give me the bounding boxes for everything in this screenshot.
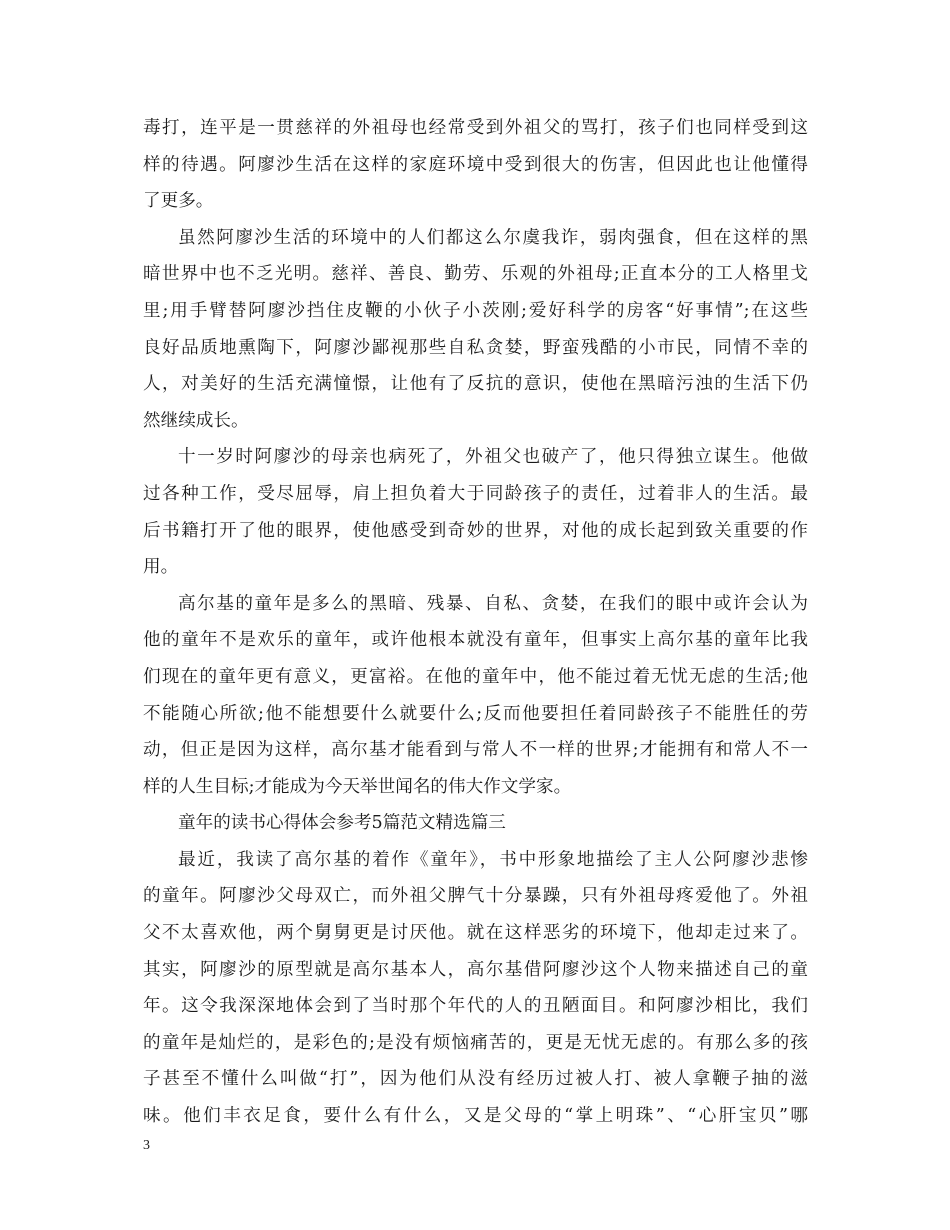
text-line: 父不太喜欢他，两个舅舅更是讨厌他。就在这样恶劣的环境下，他却走过来了。 [143, 923, 808, 944]
text-line: 不能随心所欲;他不能想要什么就要什么;反而他要担任着同龄孩子不能胜任的劳 [143, 703, 808, 724]
text-line: 用。 [143, 557, 179, 578]
text-line: 其实，阿廖沙的原型就是高尔基本人，高尔基借阿廖沙这个人物来描述自己的童 [143, 959, 808, 980]
text-line: 样的待遇。阿廖沙生活在这样的家庭环境中受到很大的伤害，但因此也让他懂得 [143, 154, 808, 175]
text-line: 年。这令我深深地体会到了当时那个年代的人的丑陋面目。和阿廖沙相比，我们 [143, 996, 808, 1017]
text-line: 暗世界中也不乏光明。慈祥、善良、勤劳、乐观的外祖母;正直本分的工人格里戈 [143, 264, 808, 285]
document-body [143, 110, 808, 1135]
text-line: 虽然阿廖沙生活的环境中的人们都这么尔虞我诈，弱肉强食，但在这样的黑 [178, 227, 808, 248]
text-line: 然继续成长。 [143, 410, 249, 431]
text-line: 的童年。阿廖沙父母双亡，而外祖父脾气十分暴躁，只有外祖母疼爱他了。外祖 [143, 886, 808, 907]
text-line: 后书籍打开了他的眼界，使他感受到奇妙的世界，对他的成长起到致关重要的作 [143, 520, 808, 541]
text-line: 十一岁时阿廖沙的母亲也病死了，外祖父也破产了，他只得独立谋生。他做 [178, 447, 808, 468]
text-line: 良好品质地熏陶下，阿廖沙鄙视那些自私贪婪，野蛮残酷的小市民，同情不幸的 [143, 337, 808, 358]
text-line: 人，对美好的生活充满憧憬，让他有了反抗的意识，使他在黑暗污浊的生活下仍 [143, 374, 808, 395]
text-line: 童年的读书心得体会参考5篇范文精选篇三 [178, 813, 506, 834]
page-number: 3 [143, 1138, 150, 1153]
text-line: 高尔基的童年是多么的黑暗、残暴、自私、贪婪，在我们的眼中或许会认为 [178, 593, 808, 614]
text-line: 最近，我读了高尔基的着作《童年》，书中形象地描绘了主人公阿廖沙悲惨 [178, 849, 808, 870]
text-line: 了更多。 [143, 191, 214, 212]
text-line: 样的人生目标;才能成为今天举世闻名的伟大作文学家。 [143, 776, 572, 797]
text-line: 里;用手臂替阿廖沙挡住皮鞭的小伙子小茨刚;爱好科学的房客“好事情”;在这些 [143, 300, 808, 321]
text-line: 的童年是灿烂的，是彩色的;是没有烦恼痛苦的，更是无忧无虑的。有那么多的孩 [143, 1032, 808, 1053]
text-line: 味。他们丰衣足食，要什么有什么，又是父母的“掌上明珠”、“心肝宝贝”哪 [143, 1106, 808, 1127]
text-line: 毒打，连平是一贯慈祥的外祖母也经常受到外祖父的骂打，孩子们也同样受到这 [143, 118, 808, 138]
text-line: 他的童年不是欢乐的童年，或许他根本就没有童年，但事实上高尔基的童年比我 [143, 630, 808, 651]
text-line: 过各种工作，受尽屈辱，肩上担负着大于同龄孩子的责任，过着非人的生活。最 [143, 483, 808, 504]
text-line: 子甚至不懂什么叫做“打”，因为他们从没有经历过被人打、被人拿鞭子抽的滋 [143, 1069, 808, 1090]
text-line: 动，但正是因为这样，高尔基才能看到与常人不一样的世界;才能拥有和常人不一 [143, 740, 808, 761]
text-line: 们现在的童年更有意义，更富裕。在他的童年中，他不能过着无忧无虑的生活;他 [143, 666, 808, 687]
